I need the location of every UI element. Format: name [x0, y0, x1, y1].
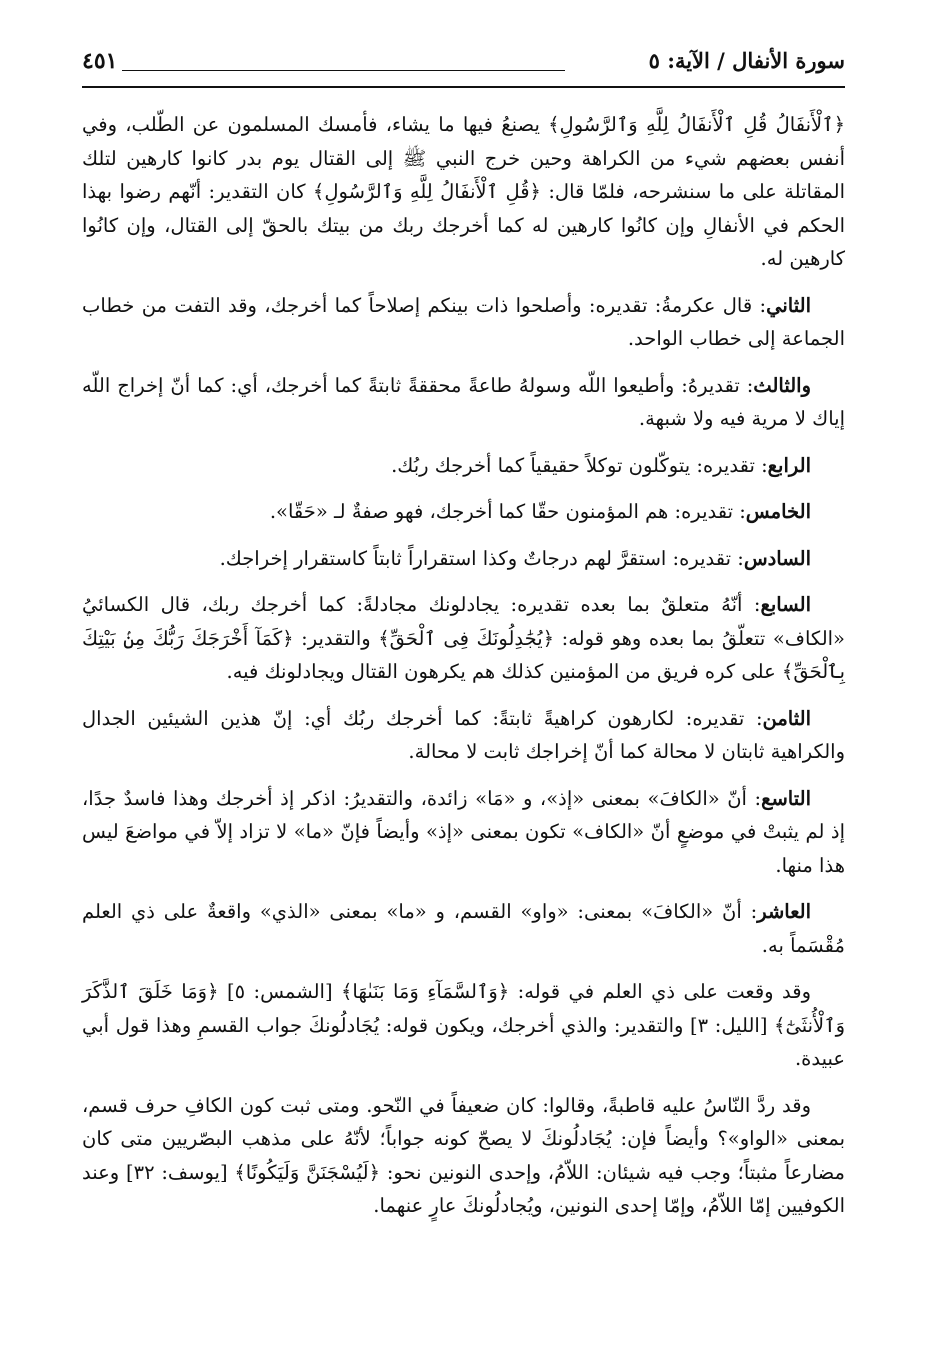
paragraph-heading: الرابع — [767, 453, 811, 477]
paragraph-text: : أنّهُ متعلقٌ بما بعده تقديره: يجادلونك مجادلةً: كما أخرجك ربك، قال الكسائيُ «الكاف» تتعلّقُ بما بعده وهو قوله: ﴿يُجَٰدِلُونَكَ فِى ٱلْحَقِّ﴾ والتقدير: ﴿كَمَآ أَخْرَجَكَ رَبُّكَ مِنۢ بَيْتِكَ بِٱلْحَقِّ﴾ على كره فريق من المؤمنين كذلك هم يكرهون القتال ويجادلونك فيه. — [82, 593, 845, 683]
paragraph-commentary-2 — [82, 1089, 845, 1223]
paragraph-heading: العاشر — [757, 900, 811, 923]
paragraph-heading: السادس — [743, 546, 811, 570]
paragraph-text: : أنّ «الكافَ» بمعنى «إذ»، و «مَا» زائدة، والتقديرُ: اذكر إذ أخرجك وهذا فاسدٌ جدًا، إذ لم يثبتْ في موضعٍ أنّ «الكاف» تكون بمعنى «إذ» وأيضاً فإنّ «ما» لا تزاد إلاّ في مواضعَ ليس هذا منها. — [82, 786, 846, 877]
paragraph-fifth — [82, 495, 845, 529]
paragraph-tenth — [82, 895, 845, 962]
paragraph-second — [82, 289, 845, 356]
paragraph-heading: السابع — [760, 593, 811, 616]
paragraph-commentary-1 — [82, 975, 845, 1076]
paragraph-text: : تقديره: هم المؤمنون حقّا كما أخرجك، فهو صفةٌ لـ «حَقّا». — [269, 500, 746, 523]
page-body — [82, 108, 845, 1236]
paragraph-text: : أنّ «الكافَ» بمعنى: «واو» القسم، و «ما» بمعنى «الذي» واقعةٌ على ذي العلم مُقْسَماً به. — [82, 900, 845, 957]
paragraph-fourth — [82, 449, 845, 483]
paragraph-text: : تقديره: استقرَّ لهم درجاتٌ وكذا استقراراً ثابتاً كاستقرار إخراجك. — [219, 546, 744, 570]
paragraph-eighth — [82, 702, 845, 769]
running-title: سورة الأنفال / الآية: ٥ — [648, 48, 845, 73]
header-divider-short — [122, 70, 565, 71]
paragraph-heading: الثاني — [766, 293, 811, 317]
paragraph-seventh — [82, 588, 845, 689]
paragraph-heading: الخامس — [745, 500, 811, 523]
paragraph-text: : تقديره: لكارهون كراهيةً ثابتةً: كما أخرجك ربُك أي: إنّ هذين الشيئين الجدال والكراهية ثابتان لا محالة كما أنّ إخراجك ثابت لا محالة. — [82, 706, 845, 763]
paragraph-text: ﴿ٱلْأَنفَالُ قُلِ ٱلْأَنفَالُ لِلَّهِ وَٱلرَّسُولِ﴾ يصنعُ فيها ما يشاء، فأمسك المسلمون عن الطّلب، وفي أنفس بعضهم شيء من الكراهة وحين خرج النبي ﷺ إلى القتال يوم بدر كانوا كارهين لتلك المقاتلة على ما سنشرحه، فلمّا قال: ﴿قُلِ ٱلْأَنفَالُ لِلَّهِ وَٱلرَّسُولِ﴾ كان التقدير: أنّهم رضوا بهذا الحكم في الأنفالِ وإن كانُوا كارهين له كما أخرجك ربك من بيتك بالحقّ إلى القتال، وإن كانُوا كارهين له. — [82, 113, 845, 270]
paragraph-ninth — [82, 782, 845, 883]
page-header — [82, 44, 845, 84]
page-number: ٤٥١ — [82, 48, 118, 74]
paragraph-text: : قال عكرمةُ: تقديره: وأصلحوا ذات بينكم إصلاحاً كما أخرجك، وقد التفت من خطاب الجماعة إلى خطاب الواحد. — [82, 293, 845, 350]
paragraph-text: : تقديرهُ: وأطيعوا اللّه وسولهُ طاعةً محققةً ثابتةً كما أخرجك، أي: كما أنّ إخراج اللّه إياك لا مرية فيه ولا شبهة. — [82, 373, 845, 430]
paragraph-intro — [82, 108, 845, 276]
header-divider — [82, 86, 845, 88]
paragraph-heading: والثالث — [753, 373, 811, 397]
paragraph-text: : تقديره: يتوكّلون توكلاً حقيقياً كما أخرجك ربُك. — [391, 453, 768, 477]
paragraph-sixth — [82, 542, 845, 576]
paragraph-third — [82, 369, 845, 436]
paragraph-text: وقد وقعت على ذي العلم في قوله: ﴿وَٱلسَّمَآءِ وَمَا بَنَىٰهَا﴾ [الشمس: ٥] ﴿وَمَا خَلَقَ ٱلذَّكَرَ وَٱلْأُنثَىٰٓ﴾ [الليل: ٣] والتقدير: والذي أخرجك، ويكون قوله: يُجَادلُونكَ جواب القسمِ وهذا قول أبي عبيدة. — [82, 980, 846, 1070]
paragraph-text: وقد ردَّ النّاسُ عليه قاطبةً، وقالوا: كان ضعيفاً في النّحو. ومتى ثبت كون الكافِ حرف قسم، بمعنى «الواو»؟ وأيضاً فإن: يُجَادلُونكَ لا يصحّ كونه جواباً؛ لأنّهُ على مذهب البصّريين متى كان مضارعاً مثبتاً؛ وجب فيه شيئان: اللاّمُ، وإحدى النونين نحو: ﴿لَيُسْجَنَنَّ وَلَيَكُونًا﴾ [يوسف: ٣٢] وعند الكوفيين إمّا اللاّمُ، وإمّا إحدى النونين، ويُجادلُونكَ عارٍ عنهما. — [82, 1093, 845, 1217]
paragraph-heading: الثامن — [762, 706, 811, 730]
paragraph-heading: التاسع — [761, 786, 811, 810]
